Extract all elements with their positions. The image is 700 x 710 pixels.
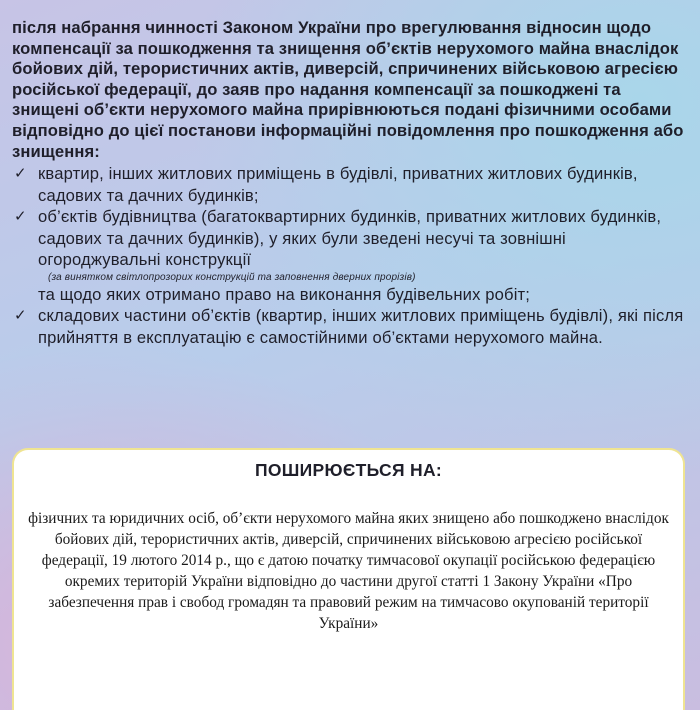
list-item — [12, 206, 692, 305]
checkmark-icon: ✓ — [14, 307, 27, 325]
list-item — [12, 305, 692, 348]
panel-title: ПОШИРЮЄТЬСЯ НА: — [254, 460, 443, 480]
list-item — [12, 163, 692, 206]
list-item-text: складових частини об’єктів (квартир, інших житлових приміщень будівлі), які після прийняття в експлуатацію є самостійними об’єктами нерухомого майна. — [38, 306, 684, 347]
checklist — [12, 163, 692, 348]
checkmark-icon: ✓ — [14, 165, 27, 183]
list-item-text: об’єктів будівництва (багатоквартирних будинків, приватних житлових будинків, садових та дачних будинків), у яких були зведені несучі та зовнішні огороджувальні конструкції — [38, 207, 662, 270]
list-item-text-continued: та щодо яких отримано право на виконання будівельних робіт; — [38, 284, 531, 304]
panel-body: фізичних та юридичних осіб, об’єкти нерухомого майна яких знищено або пошкоджено внаслідок бойових дій, терористичних актів, диверсій, спричинених військовою агресією російської федерації, 19 лютого 2014 р., що є датою початку тимчасової окупації російською федерацією окремих територій України відповідно до частини другої статті 1 Закону України «Про забезпечення прав і свобод громадян та правовий режим на тимчасово окупованій території України» — [28, 510, 669, 632]
list-item-note: (за винятком світлопрозорих конструкцій та заповнення дверних прорізів) — [48, 271, 416, 283]
checkmark-icon: ✓ — [14, 208, 27, 226]
main-content — [12, 18, 692, 348]
applies-to-panel — [12, 448, 685, 710]
intro-paragraph: після набрання чинності Законом України про врегулювання відносин щодо компенсації за пошкодження та знищення об’єктів нерухомого майна внаслідок бойових дій, терористичних актів, диверсій, спричинених військовою агресією російської федерації, до заяв про надання компенсації за пошкоджені та знищені об’єкти нерухомого майна прирівнюються подані фізичними особами відповідно до цієї постанови інформаційні повідомлення про пошкодження або знищення: — [12, 18, 684, 161]
list-item-text: квартир, інших житлових приміщень в будівлі, приватних житлових будинків, садових та дачних будинків; — [38, 164, 638, 205]
